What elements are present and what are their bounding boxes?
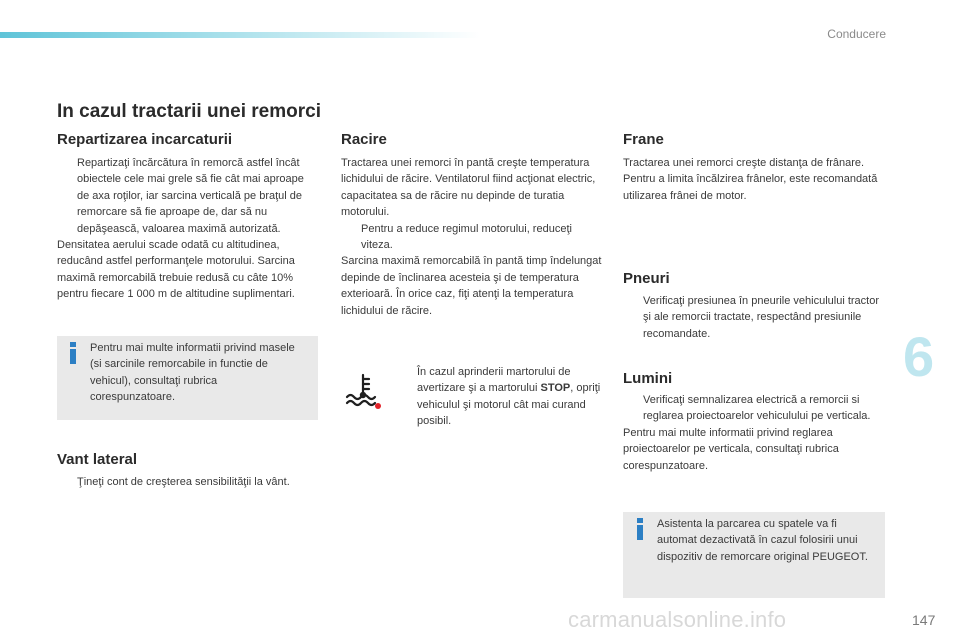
info-text: Asistenta la parcarea cu spatele va fi automat dezactivată în cazul folosirii unui dispozitiv de remorcare original PEUGEOT.: [657, 518, 868, 563]
watermark: carmanualsonline.info: [568, 607, 787, 632]
pneuri-bullet: Verificaţi presiunea în pneurile vehiculului tractor şi ale remorcii tractate, respectând presiunile recomandate.: [643, 295, 880, 340]
bullet-marker: [341, 221, 361, 254]
bullet-marker: [397, 364, 417, 430]
info-text: Pentru mai multe informatii privind masele (si sarcinile remorcabile in functie de vehicul), consultaţi rubrica corespunzatoare.: [90, 342, 295, 404]
page-number: 147: [912, 612, 936, 628]
heading-repartizarea: Repartizarea incarcaturii: [57, 131, 233, 148]
lumini-paragraph: Pentru mai multe informatii privind reglarea proiectoarelor pe verticala, consultaţi rubrica corespunzatoare.: [623, 426, 839, 472]
warning-text-start: În cazul aprinderii martorului de avertizare şi a martorului: [417, 366, 571, 395]
chapter-number: 6: [903, 325, 934, 388]
list-item: [397, 364, 603, 430]
heading-lumini: Lumini: [623, 370, 673, 387]
coolant-temperature-icon: [343, 370, 383, 410]
info-box-parking: [623, 512, 885, 598]
frane-body: Tractarea unei remorci creşte distanţa de frânare. Pentru a limita încălzirea frânelor, este recomandată utilizarea frânei de motor.: [623, 157, 878, 202]
repartizarea-bullet: Repartizaţi încărcătura în remorcă astfel încât obiectele cele mai grele să fie cât mai aproape de axa roţilor, iar sarcina verticală pe braţul de remorcare să fie aproape de, dar să nu depăşească, valoarea maximă autorizată.: [77, 157, 304, 235]
warning-text-end: , opriţi vehiculul şi motorul cât mai curand posibil.: [417, 382, 601, 428]
warning-text: [397, 364, 603, 430]
lumini-bullet: Verificaţi semnalizarea electrică a remorcii si reglarea proiectoarelor vehiculului pe verticala.: [643, 394, 871, 423]
warning-stop-label: STOP: [540, 382, 571, 395]
header-accent-bar: [0, 32, 480, 38]
racire-paragraph-2: Sarcina maximă remorcabilă în pantă timp îndelungat depinde de înclinarea acesteia şi de temperatura exterioară. În orice caz, fiţi atenţi la temperatura lichidului de răcire.: [341, 255, 602, 317]
list-item: [341, 221, 603, 254]
heading-pneuri: Pneuri: [623, 270, 670, 287]
warning-red-dot: [375, 403, 381, 409]
bullet-marker: [57, 474, 77, 490]
page-title: In cazul tractarii unei remorci: [57, 101, 321, 122]
bullet-marker: [57, 155, 77, 237]
repartizarea-body: [57, 155, 319, 303]
info-icon: [68, 342, 78, 364]
list-item: [623, 293, 885, 342]
heading-frane: Frane: [623, 131, 664, 148]
info-box-masses: [57, 336, 318, 420]
racire-body: [341, 155, 603, 319]
pneuri-body: [623, 293, 885, 342]
list-item: [57, 474, 319, 490]
racire-paragraph-1: Tractarea unei remorci în pantă creşte temperatura lichidului de răcire. Ventilatorul fiind acţionat electric, capacitatea sa de răcire nu depinde de turatia motorului.: [341, 157, 596, 219]
lumini-body: [623, 392, 885, 474]
heading-vant-lateral: Vant lateral: [57, 451, 138, 468]
list-item: [57, 155, 319, 237]
racire-bullet: Pentru a reduce regimul motorului, reduceţi viteza.: [361, 222, 572, 252]
vant-body: [57, 474, 319, 490]
list-item: [623, 392, 885, 425]
bullet-marker: [623, 293, 643, 342]
section-name: Conducere: [827, 27, 886, 41]
bullet-marker: [623, 392, 643, 425]
vant-bullet: Ţineţi cont de creşterea sensibilităţii la vânt.: [77, 476, 290, 488]
info-icon: [635, 518, 645, 540]
heading-racire: Racire: [341, 131, 387, 148]
repartizarea-paragraph: Densitatea aerului scade odată cu altitudinea, reducând astfel performanţele motorului. Sarcina maximă remorcabilă trebuie redusă cu câte 10% pentru fiecare 1 000 m de altitudine suplimentari.: [57, 239, 295, 301]
